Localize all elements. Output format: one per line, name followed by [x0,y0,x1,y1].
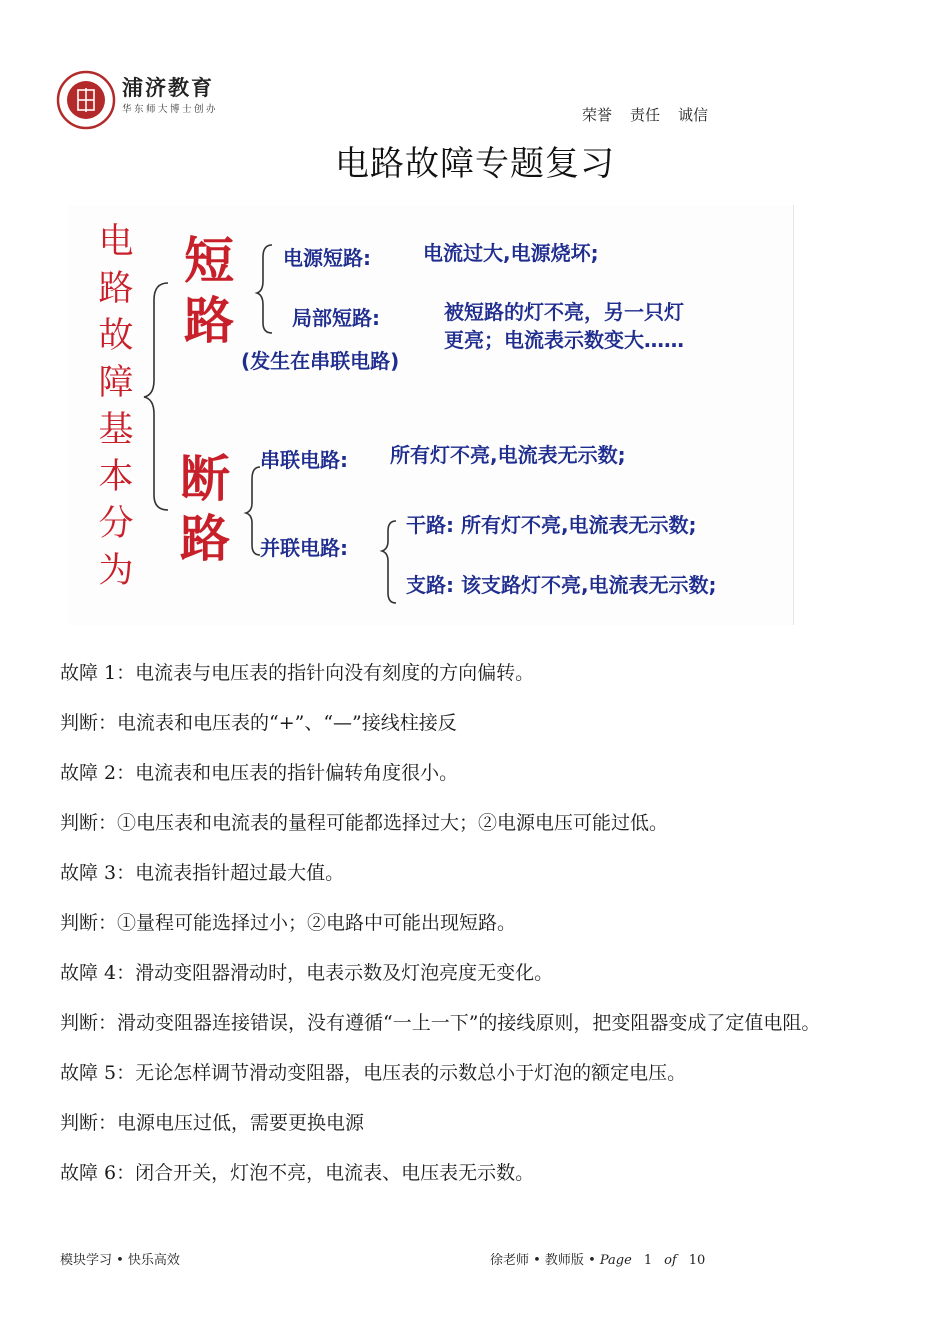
root-char: 本 [98,457,134,497]
root-char: 路 [98,269,134,309]
footer-left: 模块学习 • 快乐高效 [60,1253,180,1268]
root-char: 分 [98,504,134,544]
footer-of-word: of [664,1253,677,1268]
partial-short-label: 局部短路: [292,306,380,330]
trunk-desc: 干路: 所有灯不亮,电流表无示数; [406,513,697,537]
footer-page-number: 1 [643,1253,653,1268]
motto-item: 责任 [630,106,661,124]
short-circuit-note: (发生在串联电路) [241,349,400,373]
root-char: 基 [98,410,134,450]
power-short-label: 电源短路: [283,246,371,270]
fault-item: 故障 3：电流表指针超过最大值。 [60,862,345,884]
motto [582,104,726,125]
footer-author: 徐老师 • 教师版 • [490,1253,596,1268]
root-char: 电 [98,222,134,262]
open-char: 路 [180,510,230,568]
partial-short-desc-2: 更亮；电流表示数变大…… [444,328,684,352]
open-char: 断 [180,450,230,508]
short-char: 短 [184,232,234,290]
footer-page-info [490,1249,705,1268]
circuit-fault-diagram [68,205,794,625]
fault-item: 故障 6：闭合开关，灯泡不亮，电流表、电压表无示数。 [60,1162,535,1184]
motto-item: 诚信 [678,106,709,124]
judgment-item: 判断：滑动变阻器连接错误，没有遵循“一上一下”的接线原则，把变阻器变成了定值电阻。 [60,1012,821,1034]
judgment-item: 判断：①电压表和电流表的量程可能都选择过大；②电源电压可能过低。 [60,812,669,834]
judgment-item: 判断：电流表和电压表的“+”、“—”接线柱接反 [60,712,457,734]
open-circuit-heading [175,449,235,569]
root-char: 为 [98,551,134,591]
footer-page-word: Page [599,1253,632,1268]
root-char: 故 [98,316,134,356]
page-title: 电路故障专题复习 [335,144,615,184]
parallel-label: 并联电路: [260,536,348,560]
diagram-root-label [96,219,136,595]
series-label: 串联电路: [260,448,348,472]
logo-subtitle: 华东师大博士创办 [122,104,219,115]
fault-item: 故障 1：电流表与电压表的指针向没有刻度的方向偏转。 [60,662,535,684]
short-circuit-heading [179,231,239,351]
fault-item: 故障 4：滑动变阻器滑动时，电表示数及灯泡亮度无变化。 [60,962,554,984]
judgment-item: 判断：①量程可能选择过小；②电路中可能出现短路。 [60,912,517,934]
root-char: 障 [98,363,134,403]
judgment-item: 判断：电源电压过低，需要更换电源 [60,1112,365,1134]
branch-desc: 支路: 该支路灯不亮,电流表无示数; [406,573,717,597]
short-char: 路 [184,292,234,350]
fault-list [60,648,900,1198]
power-short-desc: 电流过大,电源烧坏; [423,241,599,265]
series-desc: 所有灯不亮,电流表无示数; [390,443,626,467]
fault-item: 故障 5：无论怎样调节滑动变阻器，电压表的示数总小于灯泡的额定电压。 [60,1062,687,1084]
logo-name: 浦济教育 [122,76,214,100]
logo-seal [56,70,116,130]
motto-item: 荣誉 [582,106,613,124]
fault-item: 故障 2：电流表和电压表的指针偏转角度很小。 [60,762,459,784]
footer-page-total: 10 [688,1253,706,1268]
partial-short-desc-1: 被短路的灯不亮，另一只灯 [444,300,684,324]
